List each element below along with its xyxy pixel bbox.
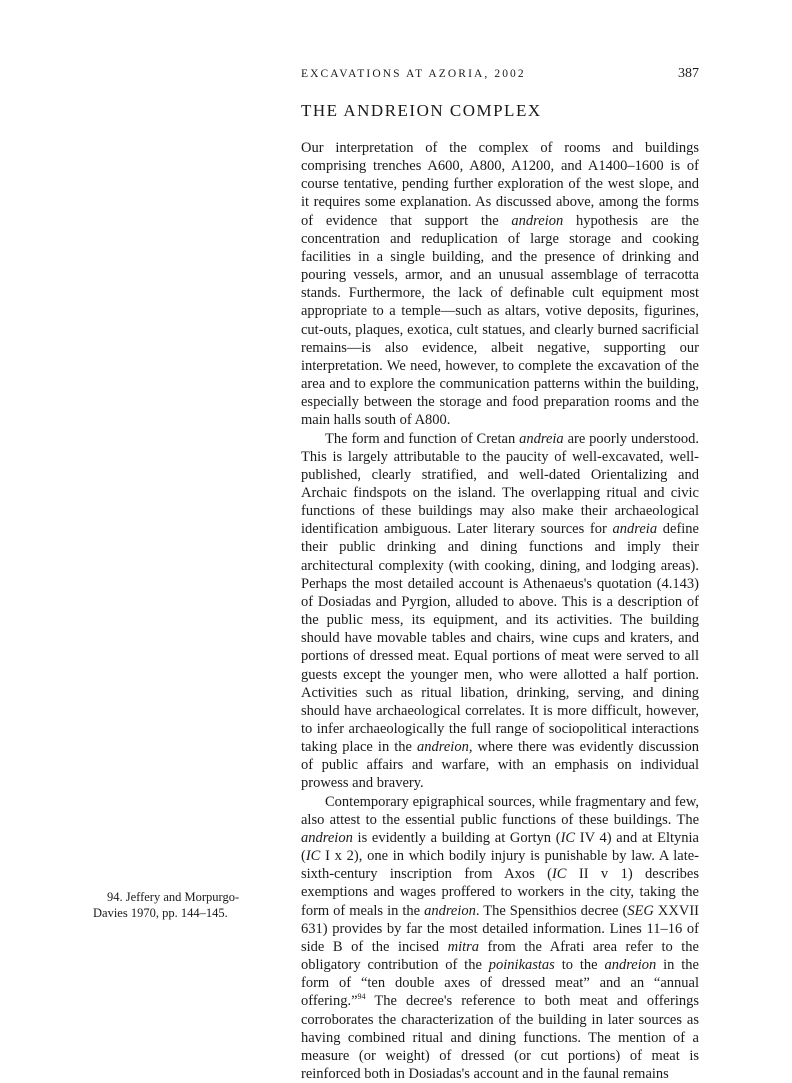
italic-term: andreion [424, 902, 476, 919]
italic-term: andreia [612, 521, 658, 538]
italic-term: poinikastas [488, 957, 555, 974]
italic-term: andreion [301, 829, 353, 846]
section-heading: THE ANDREION COMPLEX [301, 101, 542, 120]
italic-term: IC [551, 866, 567, 883]
main-text-column [301, 139, 699, 1083]
footnote-94: 94. Jeffery and Morpurgo-Davies 1970, pp. 144–145. [93, 890, 240, 920]
paragraph-2 [301, 430, 699, 793]
text-span: Contemporary epigraphical sources, while fragmentary and few, also attest to the essential public functions of these buildings. The [301, 793, 699, 828]
text-span: to the [554, 957, 605, 974]
paragraph-1 [301, 139, 699, 430]
italic-term: andreion, [417, 739, 473, 756]
italic-term: andreion [604, 957, 657, 974]
text-span: where there was evidently discussion of public affairs and warfare, with an emphasis on individual prowess and bravery. [301, 739, 699, 792]
italic-term: andreion [511, 212, 564, 229]
text-span: XXVII 631) provides by far the most detailed information. Lines 11–16 of side B of the incised [301, 902, 699, 955]
italic-term: SEG [627, 902, 654, 919]
text-span: The form and function of Cretan [325, 430, 520, 447]
running-head [301, 66, 699, 82]
page-number: 387 [678, 66, 699, 81]
text-span: . The Spensithios decree ( [475, 902, 628, 919]
footnote-reference[interactable]: 94 [357, 992, 366, 1002]
text-span: The decree's reference to both meat and offerings corroborates the characterization of the building in later sources as having combined ritual and dining functions. The mention of a measure (or weight) of dressed (or cut portions) of meat is reinforced both in Dosiadas's account and in the faunal remains [301, 993, 699, 1082]
text-span: hypothesis are the concentration and reduplication of large storage and cooking facilities in a single building, and the presence of drinking and pouring vessels, armor, and an unusual assemblage of terracotta stands. Furthermore, the lack of definable cult equipment most appropriate to a temple—such as altars, votive deposits, figurines, cut-outs, plaques, exotica, cult statues, and clearly burned sacrificial remains—is also evidence, albeit negative, supporting our interpretation. We need, however, to complete the excavation of the area and to explore the communication patterns within the building, especially between the storage and food preparation rooms and the main halls south of A800. [301, 212, 699, 429]
text-span: in the form of “ten double axes of dressed meat” and an “annual offering.” [301, 957, 699, 1010]
text-span: define their public drinking and dining functions and imply their architectural complexity (with cooking, dining, and lodging areas). Perhaps the most detailed account is Athenaeus's quotation (4.143) of Dosiadas and Pyrgion, alluded to above. This is a description of the public mess, its equipment, and its activities. The building should have movable tables and chairs, wine cups and kraters, and portions of dressed meat. Equal portions of meat were served to all guests except the younger men, who were allotted a half portion. Activities such as ritual libation, drinking, serving, and dining should have archaeological correlates. It is more difficult, however, to infer archaeologically the full range of sociopolitical interactions taking place in the [301, 521, 699, 756]
text-span: II v 1) describes exemptions and wages proffered to workers in the city, taking the form of meals in the [301, 866, 700, 919]
paragraph-3 [301, 793, 699, 1083]
italic-term: IC [305, 848, 321, 865]
text-span: are poorly understood. This is largely attributable to the paucity of well-excavated, well-published, clearly stratified, and well-dated Orientalizing and Archaic findspots on the island. The overlapping ritual and civic functions of these buildings may also make their archaeological identification ambiguous. Later literary sources for [301, 430, 699, 538]
italic-term: IC [560, 829, 576, 846]
text-span: IV 4) and at Eltynia ( [301, 829, 699, 865]
italic-term: mitra [447, 938, 480, 955]
text-span: I x 2), one in which bodily injury is punishable by law. A late-sixth-century inscription from Axos ( [301, 848, 699, 883]
italic-term: andreia [519, 430, 564, 447]
running-title: EXCAVATIONS AT AZORIA, 2002 [301, 68, 526, 80]
text-span: from the Afrati area refer to the obligatory contribution of the [301, 938, 699, 974]
text-span: Our interpretation of the complex of rooms and buildings comprising trenches A600, A800, A1200, and A1400–1600 is of course tentative, pending further exploration of the west slope, and it requires some explanation. As discussed above, among the forms of evidence that support the [301, 140, 699, 229]
text-span: is evidently a building at Gortyn ( [352, 829, 561, 846]
